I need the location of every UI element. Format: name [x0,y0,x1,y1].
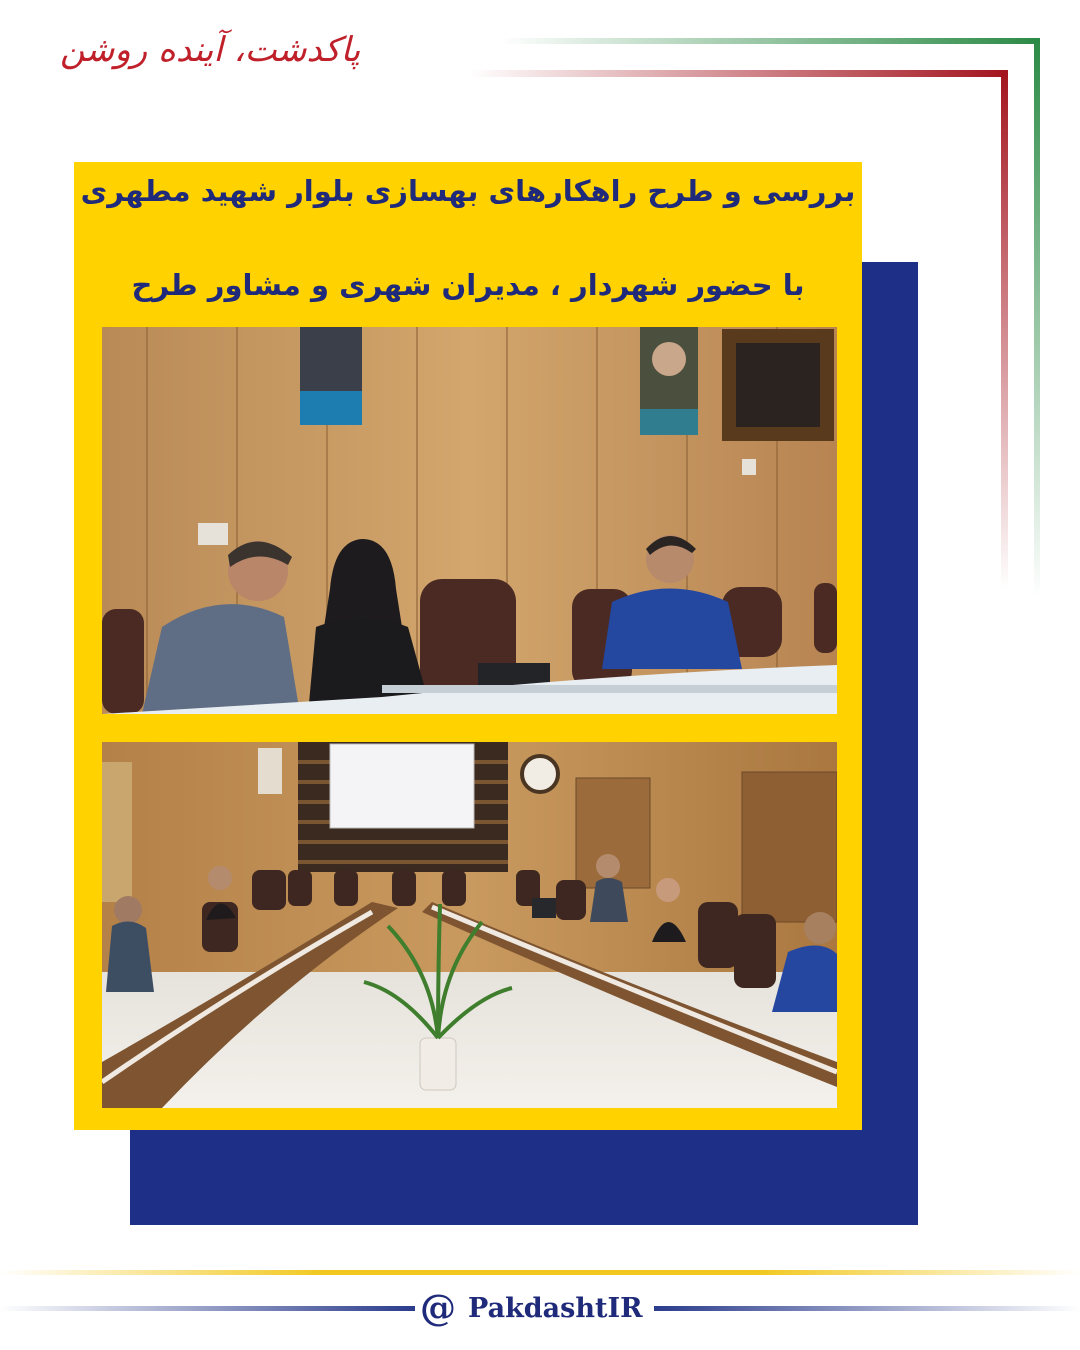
meeting-photo-closeup-image [102,327,837,714]
social-handle-text: PakdashtIR [468,1292,643,1324]
brand-logo: پاکدشت، آینده روشن [60,30,361,70]
headline-line-2: با حضور شهردار ، مدیران شهری و مشاور طرح [131,268,805,302]
footer-blue-rule-left [0,1306,415,1311]
social-handle[interactable] [420,1286,643,1330]
footer-blue-rule-right [654,1306,1080,1311]
meeting-room-wide-image [102,742,837,1108]
red-frame-line [470,70,1008,77]
headline-line-1: بررسی و طرح راهکارهای بهسازی بلوار شهید مطهری [80,174,856,208]
green-frame-line-vertical [1034,38,1040,598]
at-icon: @ [420,1287,456,1329]
meeting-photo-closeup [102,327,837,714]
footer-gold-rule [0,1270,1080,1275]
green-frame-line [500,38,1040,44]
red-frame-line-vertical [1001,70,1008,590]
meeting-room-wide-photo [102,742,837,1108]
